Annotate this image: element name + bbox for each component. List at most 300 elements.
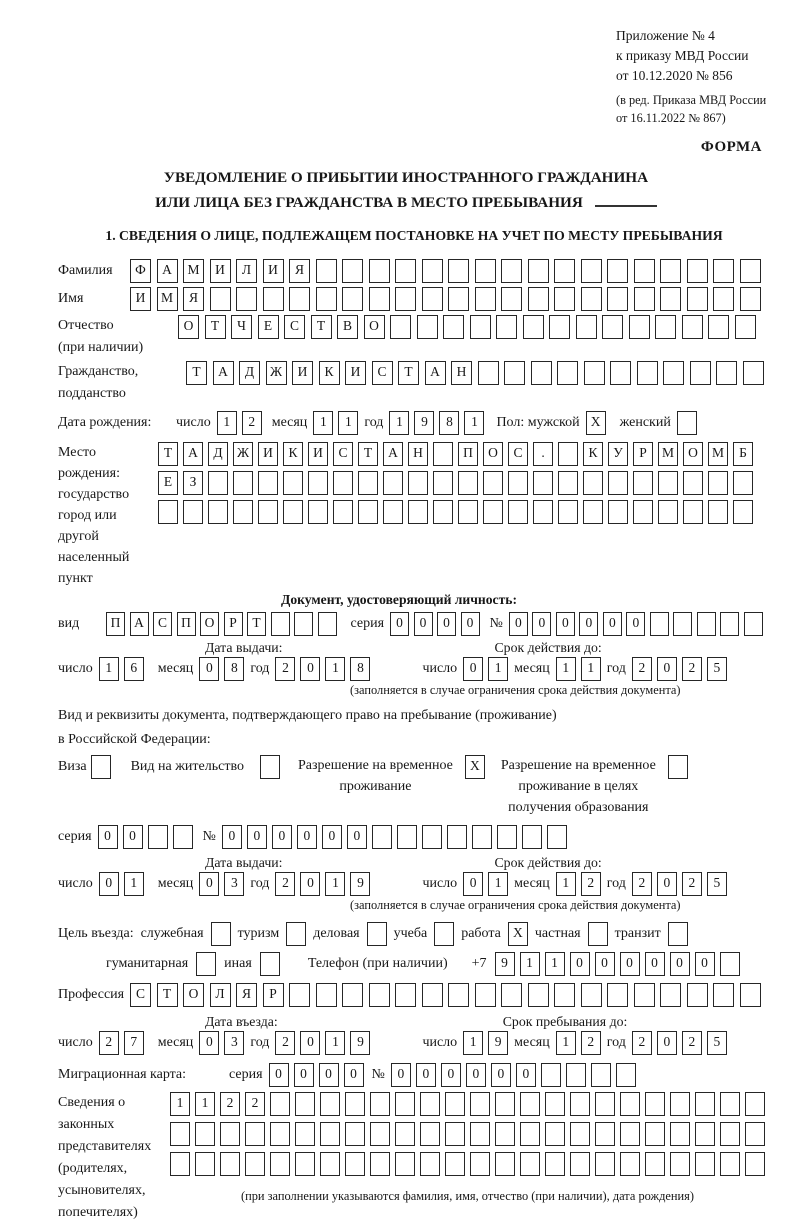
- char-cell[interactable]: 0: [516, 1063, 536, 1087]
- char-cell[interactable]: [735, 315, 756, 339]
- char-cell[interactable]: [558, 471, 578, 495]
- char-cell[interactable]: К: [319, 361, 340, 385]
- char-cell[interactable]: [316, 287, 337, 311]
- char-cell[interactable]: Ч: [231, 315, 252, 339]
- char-cell[interactable]: И: [345, 361, 366, 385]
- char-cell[interactable]: 0: [199, 872, 219, 896]
- char-cell[interactable]: [270, 1122, 290, 1146]
- char-cell[interactable]: [422, 983, 443, 1007]
- char-cell[interactable]: [608, 500, 628, 524]
- char-cell[interactable]: [395, 983, 416, 1007]
- char-cell[interactable]: [683, 500, 703, 524]
- char-cell[interactable]: [148, 825, 168, 849]
- char-cell[interactable]: [683, 471, 703, 495]
- char-cell[interactable]: [720, 1122, 740, 1146]
- char-cell[interactable]: 0: [344, 1063, 364, 1087]
- char-cell[interactable]: [448, 287, 469, 311]
- char-cell[interactable]: [220, 1152, 240, 1176]
- char-cell[interactable]: [670, 1122, 690, 1146]
- char-cell[interactable]: 1: [325, 872, 345, 896]
- char-cell[interactable]: М: [708, 442, 728, 466]
- char-cell[interactable]: [320, 1122, 340, 1146]
- char-cell[interactable]: [541, 1063, 561, 1087]
- char-cell[interactable]: [645, 1152, 665, 1176]
- char-cell[interactable]: [395, 1152, 415, 1176]
- char-cell[interactable]: Я: [183, 287, 204, 311]
- char-cell[interactable]: Л: [210, 983, 231, 1007]
- char-cell[interactable]: [220, 1122, 240, 1146]
- char-cell[interactable]: [433, 500, 453, 524]
- char-cell[interactable]: [708, 500, 728, 524]
- char-cell[interactable]: [422, 287, 443, 311]
- char-cell[interactable]: [345, 1122, 365, 1146]
- char-cell[interactable]: [422, 259, 443, 283]
- char-cell[interactable]: 2: [581, 1031, 601, 1055]
- char-cell[interactable]: [608, 471, 628, 495]
- char-cell[interactable]: [508, 500, 528, 524]
- char-cell[interactable]: Д: [208, 442, 228, 466]
- char-cell[interactable]: [745, 1152, 765, 1176]
- char-cell[interactable]: 1: [556, 657, 576, 681]
- char-cell[interactable]: Н: [408, 442, 428, 466]
- char-cell[interactable]: [483, 500, 503, 524]
- char-cell[interactable]: Ж: [266, 361, 287, 385]
- char-cell[interactable]: 2: [275, 872, 295, 896]
- char-cell[interactable]: [663, 361, 684, 385]
- char-cell[interactable]: [713, 287, 734, 311]
- char-cell[interactable]: [533, 471, 553, 495]
- char-cell[interactable]: И: [210, 259, 231, 283]
- char-cell[interactable]: [545, 1122, 565, 1146]
- char-cell[interactable]: [633, 500, 653, 524]
- char-cell[interactable]: [581, 287, 602, 311]
- checkbox-visa[interactable]: [91, 755, 111, 779]
- char-cell[interactable]: 1: [389, 411, 409, 435]
- char-cell[interactable]: [501, 983, 522, 1007]
- char-cell[interactable]: Т: [247, 612, 266, 636]
- char-cell[interactable]: Т: [311, 315, 332, 339]
- char-cell[interactable]: [395, 1122, 415, 1146]
- char-cell[interactable]: [458, 500, 478, 524]
- char-cell[interactable]: 1: [217, 411, 237, 435]
- char-cell[interactable]: 2: [245, 1092, 265, 1116]
- char-cell[interactable]: [743, 361, 764, 385]
- char-cell[interactable]: 0: [222, 825, 242, 849]
- char-cell[interactable]: 0: [603, 612, 622, 636]
- char-cell[interactable]: 8: [224, 657, 244, 681]
- char-cell[interactable]: [483, 471, 503, 495]
- char-cell[interactable]: [263, 287, 284, 311]
- char-cell[interactable]: [520, 1092, 540, 1116]
- char-cell[interactable]: [445, 1122, 465, 1146]
- char-cell[interactable]: С: [333, 442, 353, 466]
- char-cell[interactable]: [475, 287, 496, 311]
- checkbox-study[interactable]: [434, 922, 454, 946]
- char-cell[interactable]: 0: [461, 612, 480, 636]
- char-cell[interactable]: [294, 612, 313, 636]
- char-cell[interactable]: О: [364, 315, 385, 339]
- char-cell[interactable]: [620, 1152, 640, 1176]
- char-cell[interactable]: [528, 259, 549, 283]
- char-cell[interactable]: 1: [325, 1031, 345, 1055]
- char-cell[interactable]: [687, 259, 708, 283]
- char-cell[interactable]: 0: [414, 612, 433, 636]
- char-cell[interactable]: [650, 612, 669, 636]
- checkbox-transit[interactable]: [668, 922, 688, 946]
- char-cell[interactable]: Т: [186, 361, 207, 385]
- char-cell[interactable]: 0: [322, 825, 342, 849]
- char-cell[interactable]: С: [508, 442, 528, 466]
- char-cell[interactable]: [558, 500, 578, 524]
- checkbox-rvp[interactable]: X: [465, 755, 485, 779]
- char-cell[interactable]: [408, 500, 428, 524]
- char-cell[interactable]: Т: [205, 315, 226, 339]
- char-cell[interactable]: [558, 442, 578, 466]
- char-cell[interactable]: О: [183, 983, 204, 1007]
- char-cell[interactable]: [495, 1152, 515, 1176]
- char-cell[interactable]: [584, 361, 605, 385]
- char-cell[interactable]: Е: [258, 315, 279, 339]
- char-cell[interactable]: 0: [463, 657, 483, 681]
- char-cell[interactable]: [547, 825, 567, 849]
- char-cell[interactable]: [554, 259, 575, 283]
- char-cell[interactable]: Т: [358, 442, 378, 466]
- char-cell[interactable]: [295, 1152, 315, 1176]
- char-cell[interactable]: 0: [532, 612, 551, 636]
- char-cell[interactable]: [501, 259, 522, 283]
- char-cell[interactable]: [745, 1092, 765, 1116]
- char-cell[interactable]: [595, 1092, 615, 1116]
- char-cell[interactable]: С: [130, 983, 151, 1007]
- char-cell[interactable]: [183, 500, 203, 524]
- char-cell[interactable]: Т: [157, 983, 178, 1007]
- char-cell[interactable]: 1: [170, 1092, 190, 1116]
- char-cell[interactable]: А: [157, 259, 178, 283]
- char-cell[interactable]: [508, 471, 528, 495]
- char-cell[interactable]: [320, 1152, 340, 1176]
- char-cell[interactable]: 5: [707, 657, 727, 681]
- char-cell[interactable]: [475, 983, 496, 1007]
- char-cell[interactable]: [478, 361, 499, 385]
- char-cell[interactable]: 0: [556, 612, 575, 636]
- char-cell[interactable]: 0: [347, 825, 367, 849]
- char-cell[interactable]: [458, 471, 478, 495]
- checkbox-rvp-education[interactable]: [668, 755, 688, 779]
- char-cell[interactable]: [583, 500, 603, 524]
- char-cell[interactable]: [270, 1152, 290, 1176]
- char-cell[interactable]: П: [458, 442, 478, 466]
- char-cell[interactable]: З: [183, 471, 203, 495]
- checkbox-residence-permit[interactable]: [260, 755, 280, 779]
- char-cell[interactable]: 0: [300, 657, 320, 681]
- char-cell[interactable]: [390, 315, 411, 339]
- char-cell[interactable]: Н: [451, 361, 472, 385]
- char-cell[interactable]: 0: [247, 825, 267, 849]
- char-cell[interactable]: [602, 315, 623, 339]
- char-cell[interactable]: [520, 1152, 540, 1176]
- char-cell[interactable]: О: [683, 442, 703, 466]
- char-cell[interactable]: [620, 1092, 640, 1116]
- char-cell[interactable]: Ф: [130, 259, 151, 283]
- char-cell[interactable]: [607, 287, 628, 311]
- char-cell[interactable]: [557, 361, 578, 385]
- char-cell[interactable]: 0: [390, 612, 409, 636]
- char-cell[interactable]: П: [106, 612, 125, 636]
- char-cell[interactable]: О: [200, 612, 219, 636]
- char-cell[interactable]: 8: [350, 657, 370, 681]
- char-cell[interactable]: 1: [463, 1031, 483, 1055]
- char-cell[interactable]: [170, 1122, 190, 1146]
- char-cell[interactable]: 0: [99, 872, 119, 896]
- char-cell[interactable]: [633, 471, 653, 495]
- char-cell[interactable]: 1: [488, 657, 508, 681]
- char-cell[interactable]: [720, 1152, 740, 1176]
- char-cell[interactable]: 1: [99, 657, 119, 681]
- char-cell[interactable]: [733, 500, 753, 524]
- char-cell[interactable]: 2: [632, 872, 652, 896]
- char-cell[interactable]: С: [284, 315, 305, 339]
- char-cell[interactable]: 2: [242, 411, 262, 435]
- char-cell[interactable]: [383, 500, 403, 524]
- char-cell[interactable]: [522, 825, 542, 849]
- char-cell[interactable]: [358, 500, 378, 524]
- char-cell[interactable]: 9: [350, 872, 370, 896]
- char-cell[interactable]: [445, 1152, 465, 1176]
- char-cell[interactable]: М: [183, 259, 204, 283]
- char-cell[interactable]: [673, 612, 692, 636]
- char-cell[interactable]: 3: [224, 872, 244, 896]
- char-cell[interactable]: [283, 500, 303, 524]
- char-cell[interactable]: [448, 259, 469, 283]
- char-cell[interactable]: 0: [570, 952, 590, 976]
- char-cell[interactable]: [295, 1092, 315, 1116]
- char-cell[interactable]: [655, 315, 676, 339]
- checkbox-tourism[interactable]: [286, 922, 306, 946]
- char-cell[interactable]: [583, 471, 603, 495]
- char-cell[interactable]: [320, 1092, 340, 1116]
- char-cell[interactable]: [660, 259, 681, 283]
- char-cell[interactable]: [470, 1092, 490, 1116]
- char-cell[interactable]: Р: [633, 442, 653, 466]
- char-cell[interactable]: [369, 287, 390, 311]
- char-cell[interactable]: 0: [657, 1031, 677, 1055]
- char-cell[interactable]: [448, 983, 469, 1007]
- char-cell[interactable]: [345, 1152, 365, 1176]
- char-cell[interactable]: [395, 259, 416, 283]
- char-cell[interactable]: 1: [545, 952, 565, 976]
- char-cell[interactable]: К: [583, 442, 603, 466]
- char-cell[interactable]: [528, 287, 549, 311]
- char-cell[interactable]: [333, 471, 353, 495]
- char-cell[interactable]: К: [283, 442, 303, 466]
- char-cell[interactable]: [634, 287, 655, 311]
- char-cell[interactable]: 9: [488, 1031, 508, 1055]
- char-cell[interactable]: Ж: [233, 442, 253, 466]
- char-cell[interactable]: [497, 825, 517, 849]
- char-cell[interactable]: [554, 983, 575, 1007]
- char-cell[interactable]: [195, 1152, 215, 1176]
- char-cell[interactable]: [708, 471, 728, 495]
- char-cell[interactable]: 1: [313, 411, 333, 435]
- char-cell[interactable]: [233, 500, 253, 524]
- char-cell[interactable]: [690, 361, 711, 385]
- char-cell[interactable]: [570, 1122, 590, 1146]
- char-cell[interactable]: 2: [682, 1031, 702, 1055]
- char-cell[interactable]: 0: [269, 1063, 289, 1087]
- char-cell[interactable]: 0: [272, 825, 292, 849]
- char-cell[interactable]: [470, 1122, 490, 1146]
- char-cell[interactable]: 2: [275, 1031, 295, 1055]
- char-cell[interactable]: 0: [123, 825, 143, 849]
- char-cell[interactable]: [358, 471, 378, 495]
- char-cell[interactable]: 0: [300, 872, 320, 896]
- char-cell[interactable]: [283, 471, 303, 495]
- char-cell[interactable]: [610, 361, 631, 385]
- char-cell[interactable]: [581, 983, 602, 1007]
- char-cell[interactable]: [445, 1092, 465, 1116]
- char-cell[interactable]: [369, 259, 390, 283]
- char-cell[interactable]: [720, 1092, 740, 1116]
- char-cell[interactable]: [554, 287, 575, 311]
- char-cell[interactable]: 1: [581, 657, 601, 681]
- char-cell[interactable]: [545, 1152, 565, 1176]
- char-cell[interactable]: [318, 612, 337, 636]
- char-cell[interactable]: [195, 1122, 215, 1146]
- char-cell[interactable]: [695, 1092, 715, 1116]
- char-cell[interactable]: [270, 1092, 290, 1116]
- char-cell[interactable]: [733, 471, 753, 495]
- char-cell[interactable]: А: [183, 442, 203, 466]
- char-cell[interactable]: Р: [263, 983, 284, 1007]
- char-cell[interactable]: [370, 1092, 390, 1116]
- char-cell[interactable]: [345, 1092, 365, 1116]
- char-cell[interactable]: А: [213, 361, 234, 385]
- char-cell[interactable]: 1: [124, 872, 144, 896]
- char-cell[interactable]: 6: [124, 657, 144, 681]
- char-cell[interactable]: И: [263, 259, 284, 283]
- char-cell[interactable]: [670, 1152, 690, 1176]
- char-cell[interactable]: 5: [707, 872, 727, 896]
- char-cell[interactable]: 2: [682, 657, 702, 681]
- char-cell[interactable]: [342, 259, 363, 283]
- char-cell[interactable]: М: [658, 442, 678, 466]
- char-cell[interactable]: [342, 983, 363, 1007]
- char-cell[interactable]: [475, 259, 496, 283]
- char-cell[interactable]: И: [308, 442, 328, 466]
- char-cell[interactable]: 2: [581, 872, 601, 896]
- char-cell[interactable]: [289, 287, 310, 311]
- char-cell[interactable]: [395, 287, 416, 311]
- char-cell[interactable]: [433, 471, 453, 495]
- char-cell[interactable]: [420, 1092, 440, 1116]
- checkbox-work[interactable]: X: [508, 922, 528, 946]
- char-cell[interactable]: [616, 1063, 636, 1087]
- char-cell[interactable]: [523, 315, 544, 339]
- char-cell[interactable]: 0: [391, 1063, 411, 1087]
- char-cell[interactable]: 0: [595, 952, 615, 976]
- checkbox-official[interactable]: [211, 922, 231, 946]
- char-cell[interactable]: [470, 315, 491, 339]
- char-cell[interactable]: 1: [464, 411, 484, 435]
- char-cell[interactable]: [295, 1122, 315, 1146]
- char-cell[interactable]: [504, 361, 525, 385]
- char-cell[interactable]: 1: [556, 872, 576, 896]
- char-cell[interactable]: [634, 259, 655, 283]
- char-cell[interactable]: [637, 361, 658, 385]
- char-cell[interactable]: [591, 1063, 611, 1087]
- char-cell[interactable]: [720, 612, 739, 636]
- char-cell[interactable]: [645, 1122, 665, 1146]
- char-cell[interactable]: 0: [297, 825, 317, 849]
- char-cell[interactable]: 1: [520, 952, 540, 976]
- char-cell[interactable]: 0: [319, 1063, 339, 1087]
- char-cell[interactable]: [308, 500, 328, 524]
- char-cell[interactable]: [308, 471, 328, 495]
- char-cell[interactable]: [333, 500, 353, 524]
- char-cell[interactable]: 0: [491, 1063, 511, 1087]
- char-cell[interactable]: С: [153, 612, 172, 636]
- char-cell[interactable]: [566, 1063, 586, 1087]
- char-cell[interactable]: [420, 1152, 440, 1176]
- char-cell[interactable]: [607, 983, 628, 1007]
- checkbox-female[interactable]: [677, 411, 697, 435]
- char-cell[interactable]: 2: [99, 1031, 119, 1055]
- char-cell[interactable]: [695, 1152, 715, 1176]
- char-cell[interactable]: 0: [199, 657, 219, 681]
- char-cell[interactable]: [595, 1122, 615, 1146]
- char-cell[interactable]: [170, 1152, 190, 1176]
- char-cell[interactable]: 9: [495, 952, 515, 976]
- char-cell[interactable]: [576, 315, 597, 339]
- char-cell[interactable]: [210, 287, 231, 311]
- char-cell[interactable]: С: [372, 361, 393, 385]
- char-cell[interactable]: И: [292, 361, 313, 385]
- char-cell[interactable]: 0: [695, 952, 715, 976]
- char-cell[interactable]: 0: [620, 952, 640, 976]
- char-cell[interactable]: 0: [657, 657, 677, 681]
- char-cell[interactable]: [713, 259, 734, 283]
- char-cell[interactable]: [660, 287, 681, 311]
- char-cell[interactable]: И: [130, 287, 151, 311]
- checkbox-business[interactable]: [367, 922, 387, 946]
- char-cell[interactable]: 2: [632, 657, 652, 681]
- char-cell[interactable]: О: [483, 442, 503, 466]
- char-cell[interactable]: [687, 287, 708, 311]
- char-cell[interactable]: 7: [124, 1031, 144, 1055]
- char-cell[interactable]: [245, 1152, 265, 1176]
- char-cell[interactable]: А: [383, 442, 403, 466]
- char-cell[interactable]: 0: [657, 872, 677, 896]
- char-cell[interactable]: [570, 1152, 590, 1176]
- char-cell[interactable]: [208, 500, 228, 524]
- char-cell[interactable]: Е: [158, 471, 178, 495]
- char-cell[interactable]: [342, 287, 363, 311]
- char-cell[interactable]: [620, 1122, 640, 1146]
- checkbox-humanitarian[interactable]: [196, 952, 216, 976]
- char-cell[interactable]: [370, 1122, 390, 1146]
- char-cell[interactable]: И: [258, 442, 278, 466]
- char-cell[interactable]: 1: [325, 657, 345, 681]
- char-cell[interactable]: [528, 983, 549, 1007]
- char-cell[interactable]: [173, 825, 193, 849]
- char-cell[interactable]: [470, 1152, 490, 1176]
- char-cell[interactable]: [472, 825, 492, 849]
- char-cell[interactable]: 0: [463, 872, 483, 896]
- char-cell[interactable]: [370, 1152, 390, 1176]
- char-cell[interactable]: [658, 471, 678, 495]
- char-cell[interactable]: [520, 1122, 540, 1146]
- char-cell[interactable]: [595, 1152, 615, 1176]
